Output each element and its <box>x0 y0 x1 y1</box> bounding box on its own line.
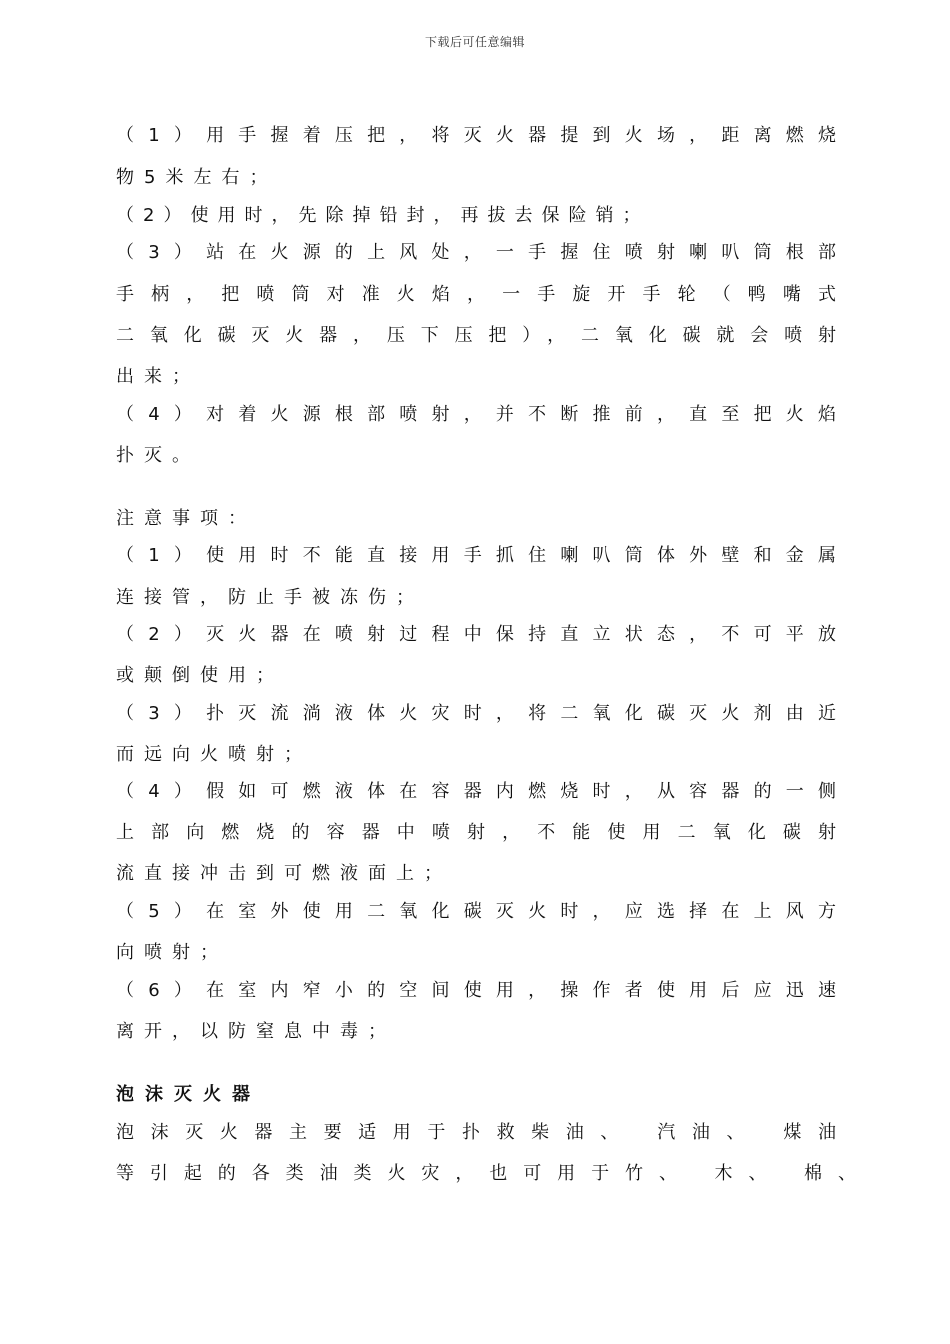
text-line: （1）使用时不能直接用手抓住喇叭筒体外壁和金属 <box>116 545 836 566</box>
text-line: 二氧化碳灭火器，压下压把），二氧化碳就会喷射 <box>116 325 836 346</box>
text-line: 扑灭。 <box>116 445 200 466</box>
text-line: 或颠倒使用； <box>116 665 284 686</box>
section-heading: 泡沫灭火器 <box>116 1084 261 1105</box>
text-line: 泡沫灭火器主要适用于扑救柴油、 汽油、 煤油 <box>116 1122 836 1143</box>
text-line: 向喷射； <box>116 942 228 963</box>
text-line: 出来； <box>116 366 200 387</box>
text-line: 而远向火喷射； <box>116 744 312 765</box>
text-line: （2）使用时，先除掉铅封，再拔去保险销； <box>116 205 650 226</box>
text-line: 手柄，把喷筒对准火焰，一手旋开手轮（鸭嘴式 <box>116 284 836 305</box>
section-title: 注意事项： <box>116 508 256 529</box>
text-line: 物5米左右； <box>116 167 278 188</box>
page-header-note: 下载后可任意编辑 <box>424 35 525 49</box>
text-line: （3）站在火源的上风处，一手握住喷射喇叭筒根部 <box>116 242 836 263</box>
text-line: 离开，以防窒息中毒； <box>116 1021 396 1042</box>
text-line: （1）用手握着压把，将灭火器提到火场，距离燃烧 <box>116 125 836 146</box>
text-line: （3）扑灭流淌液体火灾时，将二氧化碳灭火剂由近 <box>116 703 836 724</box>
text-line: 连接管，防止手被冻伤； <box>116 587 424 608</box>
text-line: （6）在室内窄小的空间使用，操作者使用后应迅速 <box>116 980 836 1001</box>
text-line: （2）灭火器在喷射过程中保持直立状态，不可平放 <box>116 624 836 645</box>
text-line: （4）对着火源根部喷射，并不断推前，直至把火焰 <box>116 404 836 425</box>
text-line: 等引起的各类油类火灾，也可用于竹、 木、 棉、 <box>116 1163 856 1184</box>
text-line: 上部向燃烧的容器中喷射，不能使用二氧化碳射 <box>116 822 836 843</box>
text-line: （4）假如可燃液体在容器内燃烧时，从容器的一侧 <box>116 781 836 802</box>
text-line: 流直接冲击到可燃液面上； <box>116 863 452 884</box>
text-line: （5）在室外使用二氧化碳灭火时，应选择在上风方 <box>116 901 836 922</box>
